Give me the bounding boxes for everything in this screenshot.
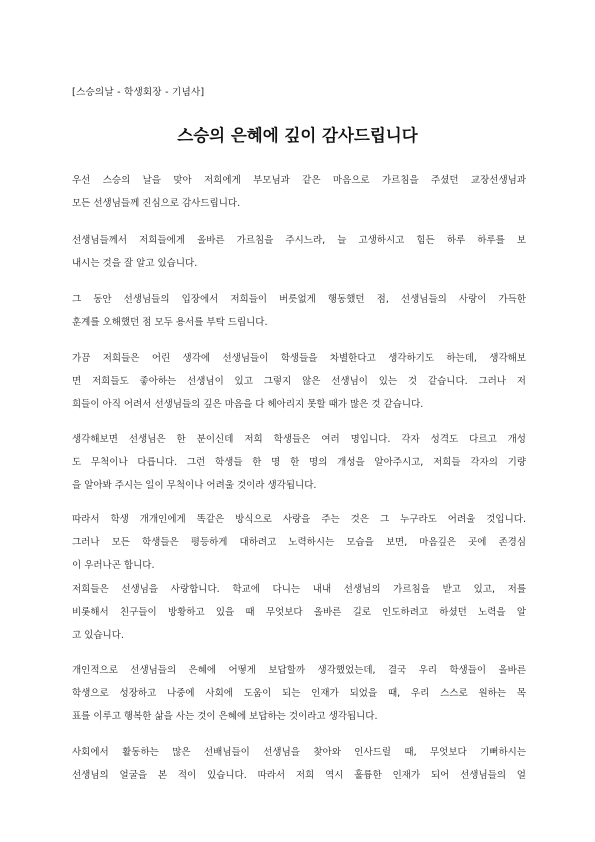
paragraph-line: 개인적으로 선생님들의 은혜에 어떻게 보답할까 생각했었는데, 결국 우리 학생들이 올바른 [72,665,526,676]
paragraph-line: 고 있습니다. [72,630,124,641]
paragraph-5 [72,428,526,497]
paragraph-line: 면 저희들도 좋아하는 선생님이 있고 그렇지 않은 선생님이 있는 것 같습니다. 그러나 저 [72,376,526,387]
paragraph-line: 내시는 것을 잘 알고 있습니다. [72,258,198,269]
paragraph-line: 그러나 모든 학생들은 평등하게 대하려고 노력하시는 모습을 보면, 마음깊은 곳에 존경심 [72,537,526,548]
paragraph-line: 도 무척이나 다릅니다. 그런 학생들 한 명 한 명의 개성을 알아주시고, 저희들 각자의 기량 [72,457,526,468]
paragraph-line: 선생님들께서 저희들에게 올바른 가르침을 주시느라, 늘 고생하시고 힘든 하루 하루를 보 [72,235,526,246]
paragraph-line: 선생님의 얼굴을 본 적이 있습니다. 따라서 저희 역시 훌륭한 인재가 되어 선생님들의 얼 [72,770,526,781]
paragraph-6 [72,508,526,577]
document-header: [스승의날 - 학생회장 - 기념사] [72,87,205,98]
paragraph-1 [72,169,526,215]
paragraph-4 [72,347,526,416]
paragraph-line: 을 알아봐 주시는 일이 무척이나 어려울 것이라 생각됩니다. [72,480,317,491]
paragraph-line: 저희들은 선생님을 사랑합니다. 학교에 다니는 내내 선생님의 가르침을 받고 있고, 저를 [72,584,526,595]
paragraph-line: 희들이 아직 어려서 선생님들의 깊은 마음을 다 헤아리지 못할 때가 많은 것 같습니다. [72,399,424,410]
paragraph-7 [72,578,526,647]
paragraph-line: 생각해보면 선생님은 한 분이신데 저희 학생들은 여러 명입니다. 각자 성격도 다르고 개성 [72,434,526,445]
paragraph-line: 사회에서 활동하는 많은 선배님들이 선생님을 찾아와 인사드릴 때, 무엇보다 기뻐하시는 [72,747,526,758]
paragraph-line: 모든 선생님들께 진심으로 감사드립니다. [72,198,241,209]
paragraph-3 [72,288,526,334]
paragraph-line: 훈계를 오해했던 점 모두 용서를 부탁 드립니다. [72,317,268,328]
paragraph-line: 표를 이루고 행복한 삶을 사는 것이 은혜에 보답하는 것이라고 생각됩니다. [72,711,378,722]
document-title: 스승의 은혜에 깊이 감사드립니다 [177,126,418,145]
paragraph-line: 그 동안 선생님들의 입장에서 저희들이 버릇없게 행동했던 점, 선생님들의 사랑이 가득한 [72,294,526,305]
paragraph-8 [72,659,526,728]
paragraph-9 [72,741,526,787]
paragraph-line: 이 우러나곤 합니다. [72,560,155,571]
paragraph-line: 우선 스승의 날을 맞아 저희에게 부모님과 같은 마음으로 가르침을 주셨던 교장선생님과 [72,175,526,186]
paragraph-line: 학생으로 성장하고 나중에 사회에 도움이 되는 인재가 되었을 때, 우리 스스로 원하는 목 [72,688,526,699]
paragraph-line: 비롯해서 친구들이 방황하고 있을 때 무엇보다 올바른 길로 인도하려고 하셨던 노력을 알 [72,607,526,618]
paragraph-line: 가끔 저희들은 어린 생각에 선생님들이 학생들을 차별한다고 생각하기도 하는데, 생각해보 [72,353,526,364]
paragraph-2 [72,229,526,275]
paragraph-line: 따라서 학생 개개인에게 똑같은 방식으로 사랑을 주는 것은 그 누구라도 어려울 것입니다. [72,514,526,525]
